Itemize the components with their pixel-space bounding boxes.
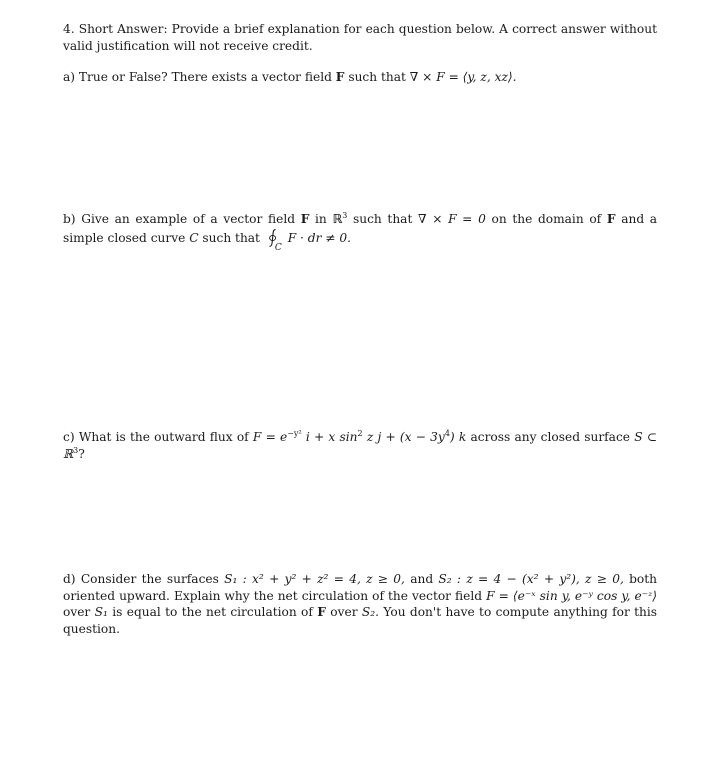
part-d-s2-short: S₂. (361, 605, 380, 619)
question-number: 4. (63, 22, 75, 36)
part-b-curl-equation: ∇ × F = 0 (418, 212, 486, 226)
part-c-label: c) (63, 430, 75, 444)
part-c-question-mark: ? (78, 446, 85, 461)
part-c-surface-exponent: 3 (73, 445, 79, 455)
part-d-field-expression: F = ⟨e⁻ˣ sin y, e⁻ʸ cos y, e⁻ᶻ⟩ (486, 588, 657, 603)
part-c-j-term: z j + (x − 3y (366, 430, 445, 444)
part-d-field: F (317, 605, 326, 619)
part-c-exponent-3: 4 (444, 428, 450, 438)
part-b-text2: in (315, 212, 327, 226)
part-d-and: and (410, 572, 434, 586)
part-d-surface-2: S₂ : z = 4 − (x² + y²), z ≥ 0, (438, 572, 624, 586)
part-b-field-repeat: F (606, 212, 616, 226)
part-b-space-exponent: 3 (342, 210, 348, 220)
part-c (63, 429, 657, 462)
part-b-label: b) (63, 212, 76, 226)
part-a (63, 69, 657, 86)
part-a-label: a) (63, 70, 76, 84)
part-d-text5: over (330, 605, 358, 619)
part-d-surface-1: S₁ : x² + y² + z² = 4, z ≥ 0, (224, 572, 405, 586)
part-c-field-start: F = e (252, 430, 288, 444)
closed-line-integral-symbol (266, 228, 282, 253)
part-d-text2: both oriented upward. Explain why the net circulation of the vector field (63, 572, 657, 603)
part-d-text3: over (63, 605, 91, 619)
integral-subscript: C (274, 242, 282, 253)
part-c-exponent-1: −y² (287, 428, 302, 438)
part-d-text6: You don't have to compute anything for this question. (63, 605, 658, 636)
part-b-text3: such that (352, 212, 413, 226)
part-b-space: ℝ (332, 212, 343, 226)
part-c-text1: What is the outward flux of (78, 430, 249, 444)
part-b-text1: Give an example of a vector field (81, 212, 296, 226)
part-d-text1: Consider the surfaces (80, 572, 219, 586)
part-d-label: d) (63, 572, 76, 586)
part-b-curve: C (189, 230, 199, 245)
part-d (63, 571, 657, 637)
part-a-text2: such that (348, 70, 406, 84)
part-a-field: F (335, 70, 345, 84)
part-b-text5: and a simple closed curve (63, 212, 658, 245)
part-d-s1-short: S₁ (94, 605, 108, 619)
part-c-field-expression (253, 430, 466, 444)
part-b-text6: such that (202, 230, 260, 245)
part-a-text: True or False? There exists a vector field (78, 70, 332, 84)
part-c-k-term: ) k (449, 430, 467, 444)
part-c-exponent-2: 2 (357, 428, 363, 438)
part-c-i-term: i + x sin (305, 430, 358, 444)
part-c-text2: across any closed surface (470, 430, 630, 444)
part-a-equation: ∇ × F = ⟨y, z, xz⟩. (409, 70, 517, 84)
part-b (63, 210, 658, 253)
part-d-text4: is equal to the net circulation of (112, 605, 313, 619)
part-b-field: F (300, 212, 310, 226)
question-intro (63, 21, 657, 54)
part-b-integrand: F · dr ≠ 0. (287, 230, 352, 245)
part-c-surface: S ⊂ ℝ (63, 430, 657, 461)
question-instructions: Short Answer: Provide a brief explanation for each question below. A correct answer without valid justification will not receive credit. (63, 22, 657, 53)
part-b-text4: on the domain of (491, 212, 602, 226)
